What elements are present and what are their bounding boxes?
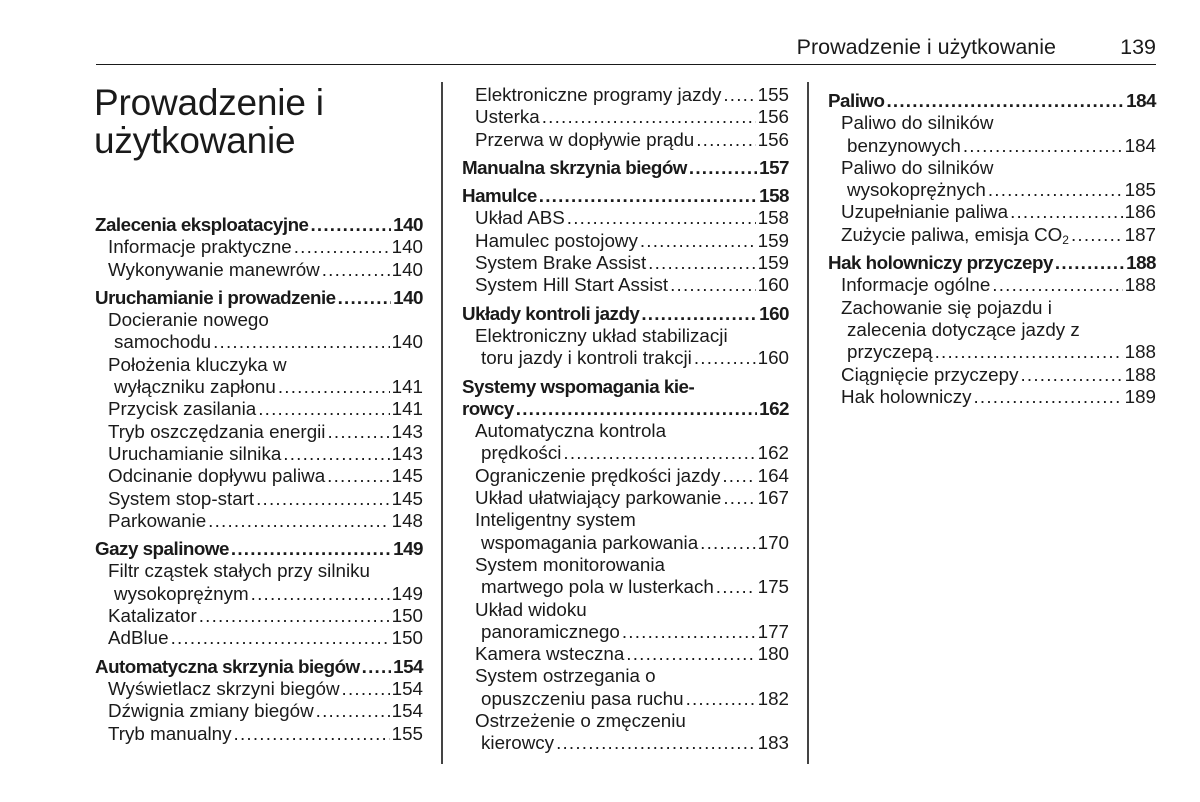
toc-section[interactable]: Systemy wspomagania kie- rowcy . . . 162: [462, 376, 789, 421]
toc-entry[interactable]: Wykonywanie manewrów . . . 140: [95, 259, 423, 281]
toc-entry[interactable]: System monitorowania martwego pola w lusterkach . . . 175: [462, 554, 789, 599]
toc-section[interactable]: Paliwo . . . 184: [828, 90, 1156, 112]
toc-section[interactable]: Gazy spalinowe . . . 149: [95, 538, 423, 560]
page-number: 139: [1120, 35, 1156, 59]
toc-entry[interactable]: Układ widoku panoramicznego . . . 177: [462, 599, 789, 644]
toc-entry[interactable]: Tryb oszczędzania energii . . . 143: [95, 421, 423, 443]
toc-entry[interactable]: Tryb manualny . . . 155: [95, 723, 423, 745]
toc-entry[interactable]: Zachowanie się pojazdu i zalecenia dotyczące jazdy z przyczepą . . . 188: [828, 297, 1156, 364]
toc-entry[interactable]: Ostrzeżenie o zmęczeniu kierowcy . . . 183: [462, 710, 789, 755]
toc-entry[interactable]: System stop-start . . . 145: [95, 488, 423, 510]
toc-entry[interactable]: Ograniczenie prędkości jazdy . . . 164: [462, 465, 789, 487]
toc-entry[interactable]: Automatyczna kontrola prędkości . . . 162: [462, 420, 789, 465]
toc-entry[interactable]: System Hill Start Assist . . . 160: [462, 274, 789, 296]
toc-entry[interactable]: Paliwo do silników wysokoprężnych . . . 185: [828, 157, 1156, 202]
toc-section[interactable]: Hamulce . . . 158: [462, 185, 789, 207]
toc-entry[interactable]: System ostrzegania o opuszczeniu pasa ruchu . . . 182: [462, 665, 789, 710]
toc-entry[interactable]: Parkowanie . . . 148: [95, 510, 423, 532]
toc-entry[interactable]: Elektroniczny układ stabilizacji toru jazdy i kontroli trakcji . . . 160: [462, 325, 789, 370]
toc-entry[interactable]: Dźwignia zmiany biegów . . . 154: [95, 700, 423, 722]
toc-entry[interactable]: Uruchamianie silnika . . . 143: [95, 443, 423, 465]
toc-entry[interactable]: Układ ułatwiający parkowanie . . . 167: [462, 487, 789, 509]
column-divider: [807, 82, 809, 764]
toc-column-1: [95, 214, 423, 745]
toc-entry[interactable]: Filtr cząstek stałych przy silniku wysokoprężnym . . . 149: [95, 560, 423, 605]
toc-entry[interactable]: Wyświetlacz skrzyni biegów . . . 154: [95, 678, 423, 700]
toc-entry[interactable]: Paliwo do silników benzynowych . . . 184: [828, 112, 1156, 157]
toc-entry[interactable]: AdBlue . . . 150: [95, 627, 423, 649]
toc-entry[interactable]: Przerwa w dopływie prądu . . . 156: [462, 129, 789, 151]
toc-column-3: [828, 90, 1156, 408]
toc-entry[interactable]: Położenia kluczyka w wyłączniku zapłonu . . . 141: [95, 354, 423, 399]
toc-entry[interactable]: Hak holowniczy . . . 189: [828, 386, 1156, 408]
running-header-title: Prowadzenie i użytkowanie: [796, 35, 1056, 59]
toc-entry[interactable]: Informacje praktyczne . . . 140: [95, 236, 423, 258]
toc-section[interactable]: Hak holowniczy przyczepy . . . 188: [828, 252, 1156, 274]
page-header: [96, 34, 1156, 65]
toc-entry[interactable]: Elektroniczne programy jazdy . . . 155: [462, 84, 789, 106]
toc-entry[interactable]: Informacje ogólne . . . 188: [828, 274, 1156, 296]
toc-entry[interactable]: Hamulec postojowy . . . 159: [462, 230, 789, 252]
toc-section[interactable]: Uruchamianie i prowadzenie . . . 140: [95, 287, 423, 309]
toc-entry[interactable]: Układ ABS . . . 158: [462, 207, 789, 229]
toc-entry[interactable]: Przycisk zasilania . . . 141: [95, 398, 423, 420]
toc-section[interactable]: Układy kontroli jazdy . . . 160: [462, 303, 789, 325]
column-divider: [441, 82, 443, 764]
toc-section[interactable]: Zalecenia eksploatacyjne . . . 140: [95, 214, 423, 236]
chapter-title: Prowadzenie i użytkowanie: [94, 82, 324, 161]
toc-entry[interactable]: Docieranie nowego samochodu . . . 140: [95, 309, 423, 354]
toc-section[interactable]: Automatyczna skrzynia biegów . . . 154: [95, 656, 423, 678]
toc-column-2: [462, 84, 789, 755]
toc-entry[interactable]: System Brake Assist . . . 159: [462, 252, 789, 274]
toc-entry[interactable]: Usterka . . . 156: [462, 106, 789, 128]
toc-entry[interactable]: Kamera wsteczna . . . 180: [462, 643, 789, 665]
toc-entry[interactable]: Odcinanie dopływu paliwa . . . 145: [95, 465, 423, 487]
toc-section[interactable]: Manualna skrzynia biegów . . . 157: [462, 157, 789, 179]
toc-entry[interactable]: Uzupełnianie paliwa . . . 186: [828, 201, 1156, 223]
toc-entry[interactable]: Ciągnięcie przyczepy . . . 188: [828, 364, 1156, 386]
toc-entry[interactable]: Zużycie paliwa, emisja $CO_2$ . . . 187: [828, 224, 1156, 246]
toc-entry[interactable]: Katalizator . . . 150: [95, 605, 423, 627]
toc-entry[interactable]: Inteligentny system wspomagania parkowania . . . 170: [462, 509, 789, 554]
